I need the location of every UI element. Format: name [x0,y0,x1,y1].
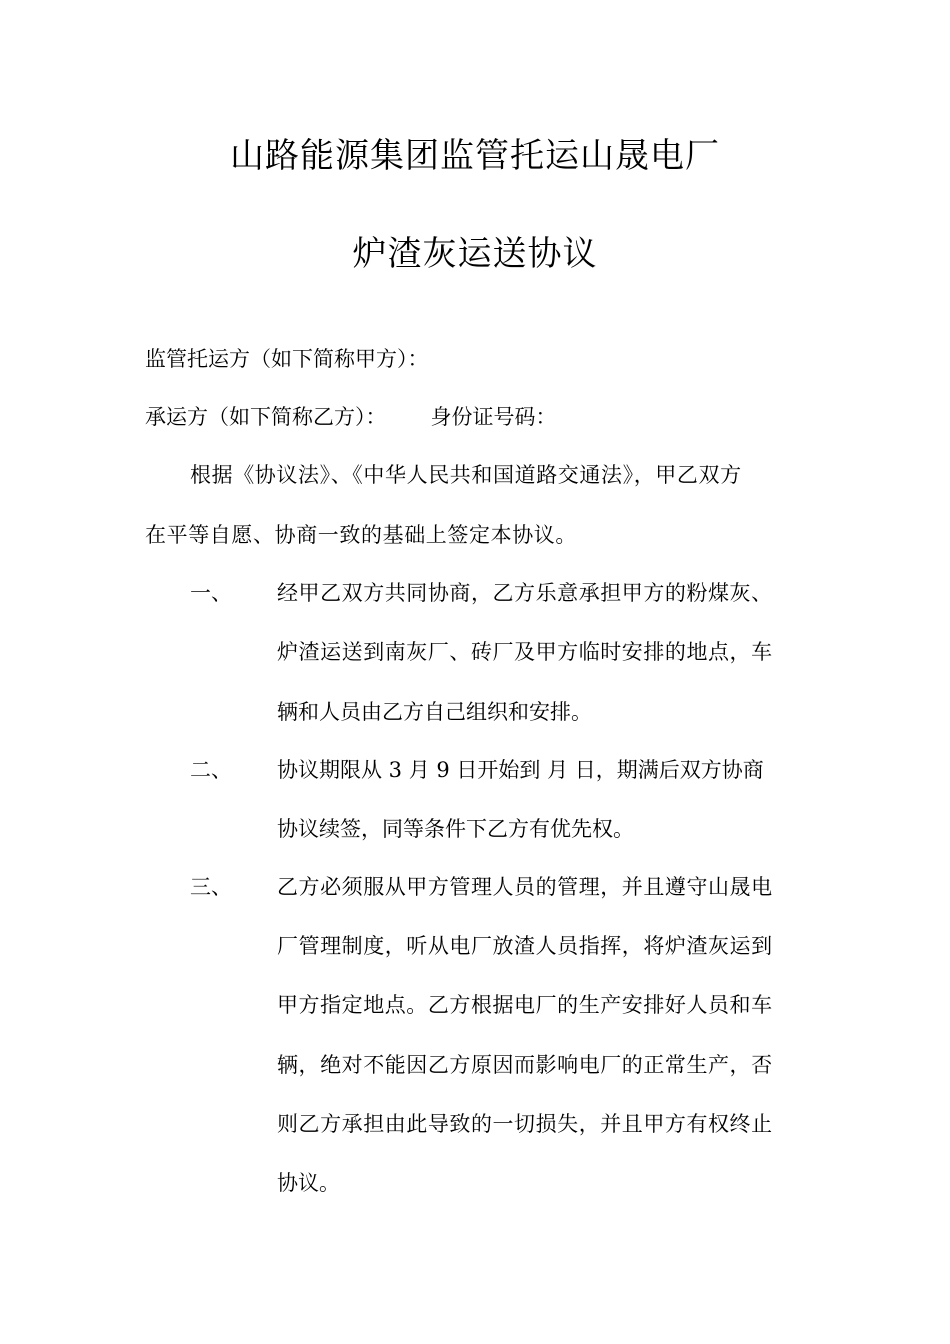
party-a-label: 监管托运方（如下简称甲方）： [145,347,429,371]
id-number-label: 身份证号码： [430,405,557,429]
party-b-row [145,402,557,432]
clause-3-line-3: 甲方指定地点。乙方根据电厂的生产安排好人员和车 [277,993,773,1017]
clause-2-line-2: 协议续签，同等条件下乙方有优先权。 [277,817,634,841]
clause-2-number: 二、 [190,758,232,782]
party-b-label: 承运方（如下简称乙方）： [145,405,387,429]
clause-1-number: 一、 [190,581,232,605]
clause-1-line-3: 辆和人员由乙方自己组织和安排。 [277,700,592,724]
clause-3-line-6: 协议。 [277,1171,340,1195]
clause-3-number: 三、 [190,875,232,899]
intro-line-2: 在平等自愿、协商一致的基础上签定本协议。 [145,523,577,547]
document-title-line-2: 炉渣灰运送协议 [352,234,598,274]
clause-1-line-1: 经甲乙双方共同协商，乙方乐意承担甲方的粉煤灰、 [277,581,773,605]
clause-3-line-1: 乙方必须服从甲方管理人员的管理，并且遵守山晟电 [277,875,773,899]
clause-2-line-1: 协议期限从 3 月 9 日开始到 月 日，期满后双方协商 [277,758,764,782]
clause-3-line-2: 厂管理制度，听从电厂放渣人员指挥，将炉渣灰运到 [277,934,773,958]
clause-1-line-2: 炉渣运送到南灰厂、砖厂及甲方临时安排的地点，车 [277,640,773,664]
clause-3-line-5: 则乙方承担由此导致的一切损失，并且甲方有权终止 [277,1112,773,1136]
document-title-line-1: 山路能源集团监管托运山晟电厂 [230,136,720,176]
intro-line-1: 根据《协议法》、《中华人民共和国道路交通法》，甲乙双方 [190,463,742,487]
clause-3-line-4: 辆，绝对不能因乙方原因而影响电厂的正常生产，否 [277,1053,773,1077]
